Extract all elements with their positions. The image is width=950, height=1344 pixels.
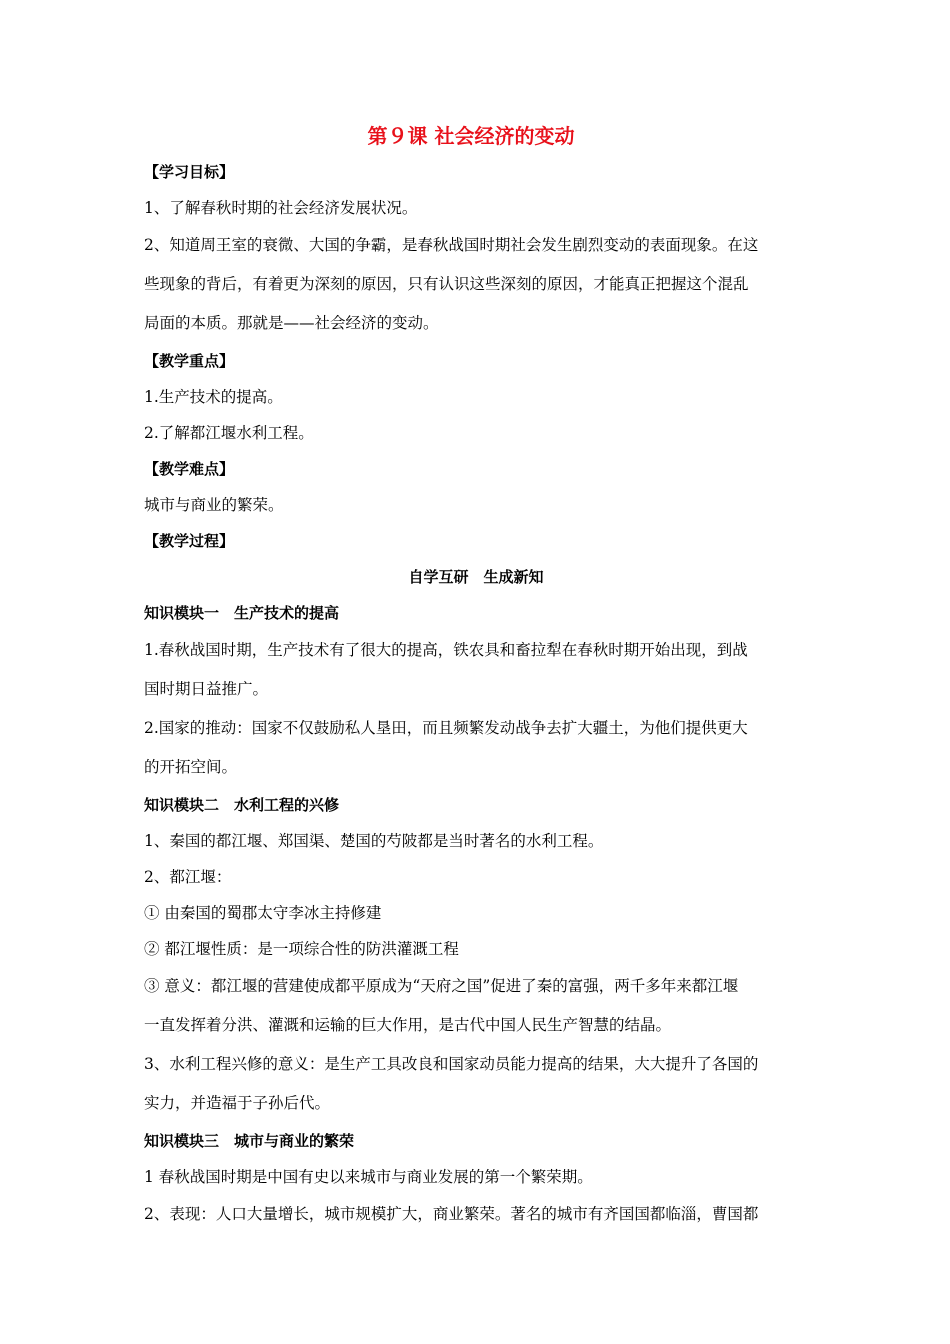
page-title: 第９课 社会经济的变动 xyxy=(367,124,575,148)
module-2-point-c-line-1: ③ 意义：都江堰的营建使成都平原成为“天府之国”促进了秦的富强，两千多年来都江堰 xyxy=(144,977,739,995)
module-2-paragraph-3-line-1: 3、水利工程兴修的意义：是生产工具改良和国家动员能力提高的结果，大大提升了各国的 xyxy=(144,1055,759,1073)
objectives-item-2-line-3: 局面的本质。那就是——社会经济的变动。 xyxy=(144,314,439,332)
module-1-heading: 知识模块一 生产技术的提高 xyxy=(144,604,340,622)
objectives-item-2-line-2: 些现象的背后，有着更为深刻的原因，只有认识这些深刻的原因，才能真正把握这个混乱 xyxy=(144,275,749,293)
process-heading: 【教学过程】 xyxy=(144,532,235,550)
key-points-item-2: 2.了解都江堰水利工程。 xyxy=(144,424,314,442)
module-2-paragraph-1: 1、秦国的都江堰、郑国渠、楚国的芍陂都是当时著名的水利工程。 xyxy=(144,832,604,850)
objectives-item-2-line-1: 2、知道周王室的衰微、大国的争霸，是春秋战国时期社会发生剧烈变动的表面现象。在这 xyxy=(144,236,759,254)
objectives-heading: 【学习目标】 xyxy=(144,163,235,181)
objectives-item-1: 1、了解春秋时期的社会经济发展状况。 xyxy=(144,199,418,217)
process-subtitle: 自学互研 生成新知 xyxy=(408,568,544,586)
difficulties-item-1: 城市与商业的繁荣。 xyxy=(144,496,284,514)
module-3-paragraph-1: 1 春秋战国时期是中国有史以来城市与商业发展的第一个繁荣期。 xyxy=(144,1168,593,1186)
module-2-heading: 知识模块二 水利工程的兴修 xyxy=(144,796,340,814)
module-2-point-a: ① 由秦国的蜀郡太守李冰主持修建 xyxy=(144,904,382,922)
module-1-paragraph-1-line-2: 国时期日益推广。 xyxy=(144,680,269,698)
document-page xyxy=(144,118,808,1234)
key-points-item-1: 1.生产技术的提高。 xyxy=(144,388,283,406)
module-2-point-c-line-2: 一直发挥着分洪、灌溉和运输的巨大作用，是古代中国人民生产智慧的结晶。 xyxy=(144,1016,672,1034)
module-1-paragraph-1-line-1: 1.春秋战国时期，生产技术有了很大的提高，铁农具和畜拉犁在春秋时期开始出现，到战 xyxy=(144,641,748,659)
module-1-paragraph-2-line-2: 的开拓空间。 xyxy=(144,758,238,776)
module-3-heading: 知识模块三 城市与商业的繁荣 xyxy=(144,1132,355,1150)
difficulties-heading: 【教学难点】 xyxy=(144,460,235,478)
key-points-heading: 【教学重点】 xyxy=(144,352,235,370)
module-2-paragraph-3-line-2: 实力，并造福于子孙后代。 xyxy=(144,1094,331,1112)
module-2-paragraph-2: 2、都江堰： xyxy=(144,868,232,886)
module-2-point-b: ② 都江堰性质：是一项综合性的防洪灌溉工程 xyxy=(144,940,459,958)
module-1-paragraph-2-line-1: 2.国家的推动：国家不仅鼓励私人垦田，而且频繁发动战争去扩大疆土，为他们提供更大 xyxy=(144,719,748,737)
module-3-paragraph-2-line-1: 2、表现：人口大量增长，城市规模扩大，商业繁荣。著名的城市有齐国国都临淄，曹国都 xyxy=(144,1205,759,1223)
